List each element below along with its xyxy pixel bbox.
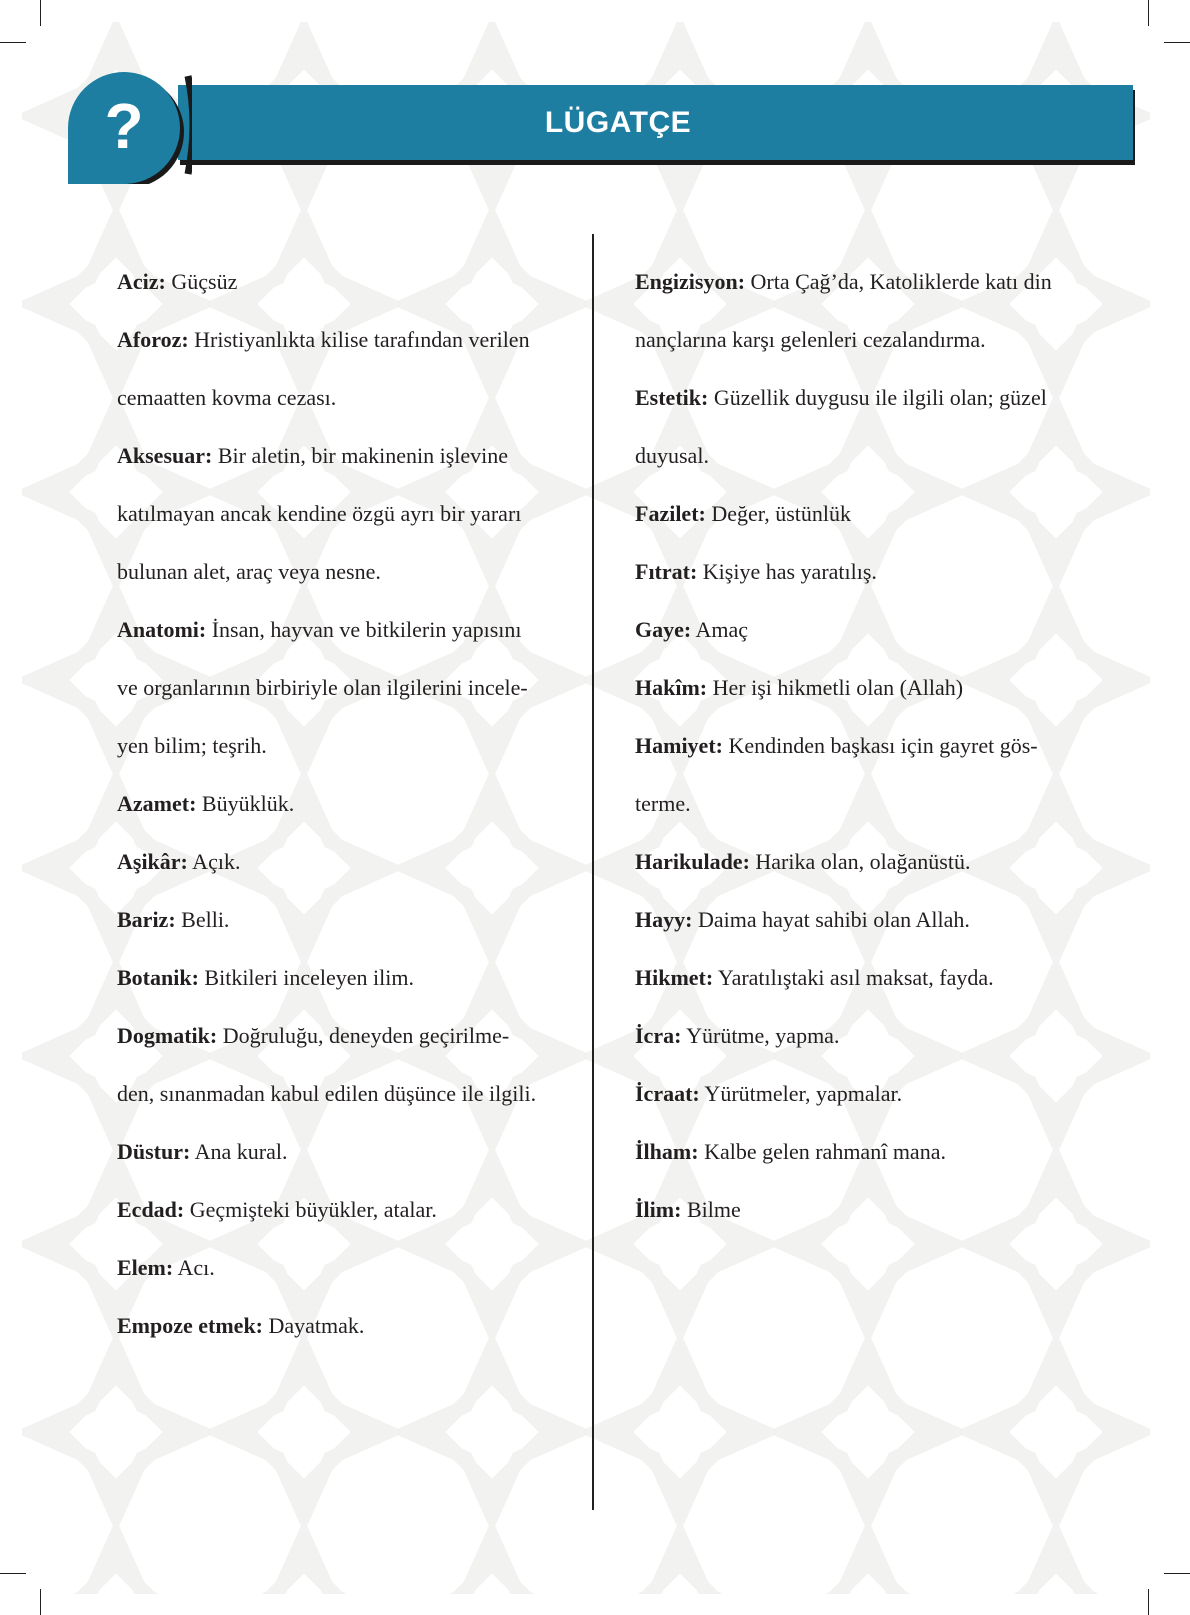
glossary-line [117,311,587,369]
glossary-definition: cemaatten kovma cezası. [117,385,337,410]
glossary-term: Elem: [117,1255,174,1280]
glossary-term: Ecdad: [117,1197,185,1222]
glossary-definition: katılmayan ancak kendine özgü ayrı bir yararı [117,501,522,526]
glossary-line [635,311,1105,369]
glossary-definition: Yürütme, yapma. [681,1023,840,1048]
glossary-line [117,1239,587,1297]
crop-mark [40,0,41,26]
glossary-right-column [635,253,1105,1239]
glossary-line [635,601,1105,659]
glossary-term: Azamet: [117,791,197,816]
glossary-definition: Kendinden başkası için gayret gös- [722,733,1038,758]
glossary-term: Aforoz: [117,327,189,352]
column-divider [592,234,594,1510]
glossary-term: Harikulade: [635,849,750,874]
crop-mark [1148,1589,1149,1615]
glossary-line [117,543,587,601]
glossary-definition: Güzellik duygusu ile ilgili olan; güzel [708,385,1047,410]
glossary-definition: nançlarına karşı gelenleri cezalandırma. [635,327,986,352]
glossary-term: Aşikâr: [117,849,188,874]
glossary-term: Estetik: [635,385,709,410]
glossary-term: Botanik: [117,965,199,990]
glossary-definition: Bir aletin, bir makinenin işlevine [212,443,509,468]
glossary-term: Hakîm: [635,675,708,700]
glossary-definition: Büyüklük. [196,791,295,816]
glossary-definition: Kişiye has yaratılış. [697,559,877,584]
glossary-term: Anatomi: [117,617,207,642]
glossary-term: İlham: [635,1139,699,1164]
glossary-term: Empoze etmek: [117,1313,264,1338]
crop-mark [1164,1573,1190,1574]
glossary-definition: Kalbe gelen rahmanî mana. [698,1139,946,1164]
glossary-line [117,1181,587,1239]
glossary-definition: Değer, üstünlük [705,501,852,526]
glossary-line [635,891,1105,949]
glossary-line [117,1065,587,1123]
glossary-line [117,1297,587,1355]
glossary-line [117,717,587,775]
glossary-definition: yen bilim; teşrih. [117,733,267,758]
glossary-definition: duyusal. [635,443,709,468]
glossary-term: Düstur: [117,1139,191,1164]
glossary-left-column [117,253,587,1355]
glossary-line [117,659,587,717]
glossary-line [117,253,587,311]
crop-mark [1148,0,1149,26]
glossary-definition: Doğruluğu, deneyden geçirilme- [217,1023,510,1048]
glossary-line [117,949,587,1007]
glossary-line [117,891,587,949]
glossary-definition: Ana kural. [190,1139,288,1164]
glossary-term: İlim: [635,1197,682,1222]
glossary-line [117,1123,587,1181]
glossary-line [117,369,587,427]
glossary-line [117,833,587,891]
crop-mark [1164,42,1190,43]
glossary-definition: Geçmişteki büyükler, atalar. [184,1197,437,1222]
glossary-definition: ve organlarının birbiriyle olan ilgilerini incele- [117,675,528,700]
glossary-definition: Harika olan, olağanüstü. [749,849,971,874]
glossary-definition: Orta Çağ’da, Katoliklerde katı din [745,269,1052,294]
glossary-term: Fazilet: [635,501,706,526]
glossary-term: Hikmet: [635,965,714,990]
glossary-definition: Hristiyanlıkta kilise tarafından verilen [188,327,530,352]
glossary-definition: terme. [635,791,691,816]
question-icon [62,66,192,184]
glossary-definition: Amaç [691,617,749,642]
glossary-line [635,485,1105,543]
glossary-line [635,949,1105,1007]
glossary-term: Aciz: [117,269,166,294]
glossary-line [117,775,587,833]
glossary-line [635,369,1105,427]
glossary-term: Aksesuar: [117,443,213,468]
glossary-term: İcra: [635,1023,682,1048]
glossary-definition: Her işi hikmetli olan (Allah) [707,675,964,700]
glossary-term: Bariz: [117,907,176,932]
glossary-definition: İnsan, hayvan ve bitkilerin yapısını [206,617,522,642]
page-title: LÜGATÇE [544,105,692,139]
glossary-line [117,1007,587,1065]
glossary-term: Fıtrat: [635,559,698,584]
glossary-definition: bulunan alet, araç veya nesne. [117,559,381,584]
glossary-definition: Bilme [681,1197,741,1222]
glossary-term: Dogmatik: [117,1023,218,1048]
glossary-term: Engizisyon: [635,269,746,294]
glossary-line [635,427,1105,485]
glossary-definition: den, sınanmadan kabul edilen düşünce ile ilgili. [117,1081,537,1106]
glossary-line [635,833,1105,891]
glossary-line [117,427,587,485]
glossary-term: Hamiyet: [635,733,723,758]
glossary-line [635,543,1105,601]
crop-mark [0,1573,26,1574]
glossary-definition: Açık. [187,849,241,874]
glossary-line [635,1065,1105,1123]
glossary-line [117,601,587,659]
glossary-term: Gaye: [635,617,692,642]
glossary-definition: Acı. [173,1255,215,1280]
glossary-line [635,717,1105,775]
glossary-line [117,485,587,543]
glossary-line [635,253,1105,311]
glossary-definition: Yaratılıştaki asıl maksat, fayda. [713,965,994,990]
glossary-definition: Belli. [175,907,230,932]
glossary-definition: Yürütmeler, yapmalar. [699,1081,903,1106]
glossary-line [635,1181,1105,1239]
glossary-definition: Güçsüz [165,269,238,294]
glossary-definition: Daima hayat sahibi olan Allah. [692,907,970,932]
glossary-definition: Bitkileri inceleyen ilim. [198,965,414,990]
glossary-term: İcraat: [635,1081,700,1106]
glossary-line [635,659,1105,717]
glossary-line [635,1007,1105,1065]
crop-mark [40,1589,41,1615]
glossary-line [635,1123,1105,1181]
glossary-term: Hayy: [635,907,693,932]
crop-mark [0,42,26,43]
glossary-line [635,775,1105,833]
badge-glyph: ? [104,90,144,162]
glossary-definition: Dayatmak. [263,1313,365,1338]
